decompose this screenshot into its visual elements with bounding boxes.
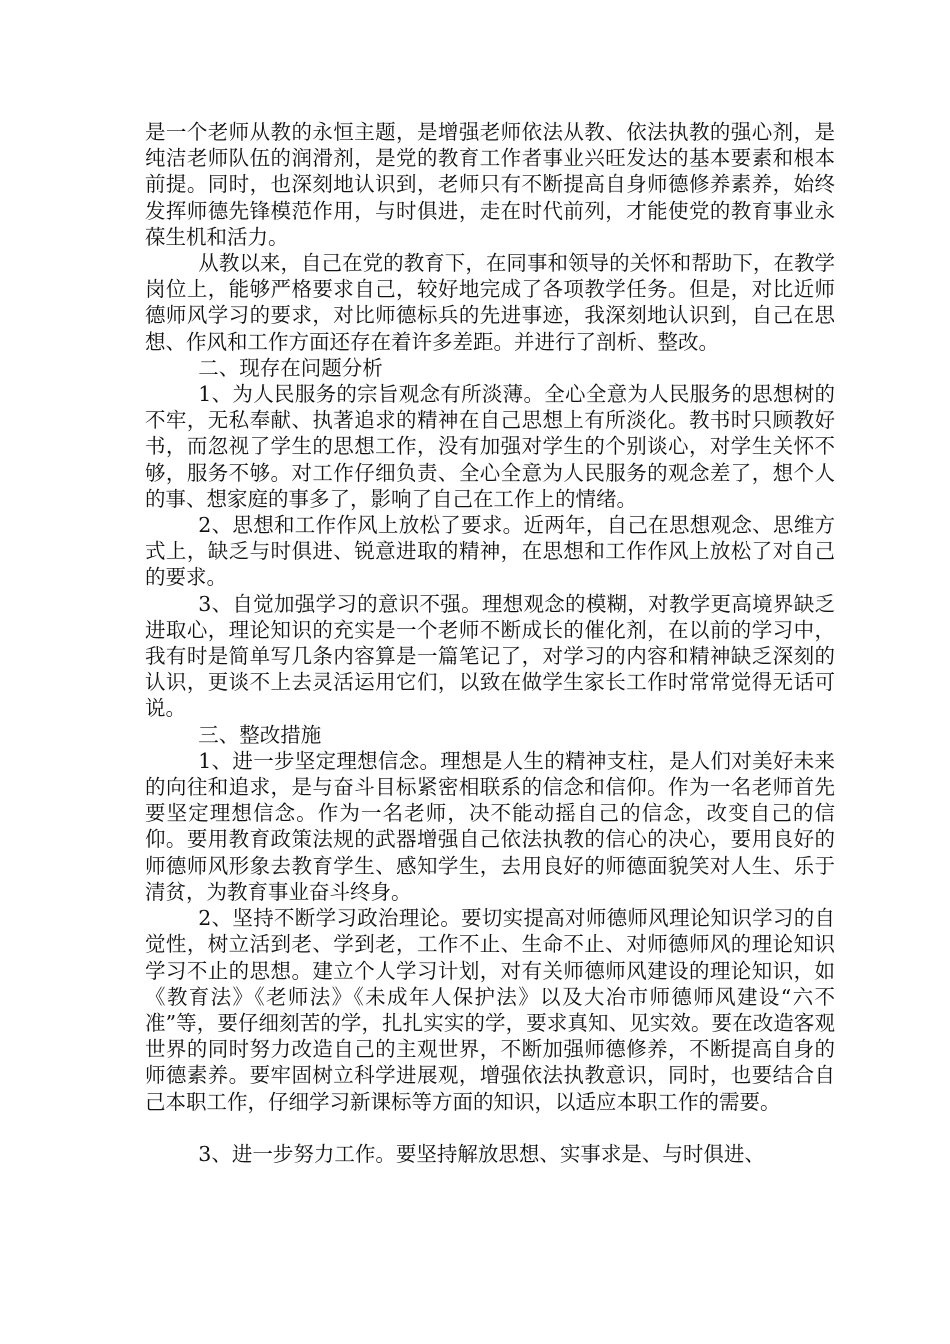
paragraph-intro-continued: 是一个老师从教的永恒主题，是增强老师依法从教、依法执教的强心剂，是纯洁老师队伍的润滑剂，是党的教育工作者事业兴旺发达的基本要素和根本前提。同时，也深刻地认识到，老师只有不断提高自身师德修养素养，始终发挥师德先锋模范作用，与时俱进，走在时代前列，才能使党的教育事业永葆生机和活力。 <box>145 120 835 249</box>
document-body <box>145 119 835 1167</box>
paragraph-measure-1: 1、进一步坚定理想信念。理想是人生的精神支柱，是人们对美好未来的向往和追求，是与奋斗目标紧密相联系的信念和信仰。作为一名老师首先要坚定理想信念。作为一名老师，决不能动摇自己的信念，改变自己的信仰。要用教育政策法规的武器增强自己依法执教的信心的决心，要用良好的师德师风形象去教育学生、感知学生，去用良好的师德面貌笑对人生、乐于清贫，为教育事业奋斗终身。 <box>145 748 835 904</box>
paragraph-problem-2: 2、思想和工作作风上放松了要求。近两年，自己在思想观念、思维方式上，缺乏与时俱进、锐意进取的精神，在思想和工作作风上放松了对自己的要求。 <box>145 513 835 590</box>
section-heading-rectification: 三、整改措施 <box>198 722 322 747</box>
paragraph-measure-2: 2、坚持不断学习政治理论。要切实提高对师德师风理论知识学习的自觉性，树立活到老、学到老，工作不止、生命不止、对师德师风的理论知识学习不止的思想。建立个人学习计划，对有关师德师风建设的理论知识，如《教育法》《老师法》《未成年人保护法》以及大冶市师德师风建设“六不准”等，要仔细刻苦的学，扎扎实实的学，要求真知、见实效。要在改造客观世界的同时努力改造自己的主观世界，不断加强师德修养，不断提高自身的师德素养。要牢固树立科学进展观，增强依法执教意识，同时，也要结合自己本职工作，仔细学习新课标等方面的知识，以适应本职工作的需要。 <box>145 906 835 1114</box>
paragraph-problem-1: 1、为人民服务的宗旨观念有所淡薄。全心全意为人民服务的思想树的不牢，无私奉献、执著追求的精神在自己思想上有所淡化。教书时只顾教好书，而忽视了学生的思想工作，没有加强对学生的个别谈心，对学生关怀不够，服务不够。对工作仔细负责、全心全意为人民服务的观念差了，想个人的事、想家庭的事多了，影响了自己在工作上的情绪。 <box>145 382 835 511</box>
paragraph-measure-3: 3、进一步努力工作。要坚持解放思想、实事求是、与时俱进、 <box>198 1141 765 1166</box>
section-heading-problem-analysis: 二、现存在问题分析 <box>198 355 383 380</box>
paragraph-since-teaching: 从教以来，自己在党的教育下，在同事和领导的关怀和帮助下，在教学岗位上，能够严格要求自己，较好地完成了各项教学任务。但是，对比近师德师风学习的要求，对比师德标兵的先进事迹，我深刻地认识到，自己在思想、作风和工作方面还存在着许多差距。并进行了剖析、整改。 <box>145 251 835 354</box>
paragraph-problem-3: 3、自觉加强学习的意识不强。理想观念的模糊，对教学更高境界缺乏进取心，理论知识的充实是一个老师不断成长的催化剂，在以前的学习中，我有时是简单写几条内容算是一篇笔记了，对学习的内容和精神缺乏深刻的认识，更谈不上去灵活运用它们，以致在做学生家长工作时常常觉得无话可说。 <box>145 591 835 721</box>
